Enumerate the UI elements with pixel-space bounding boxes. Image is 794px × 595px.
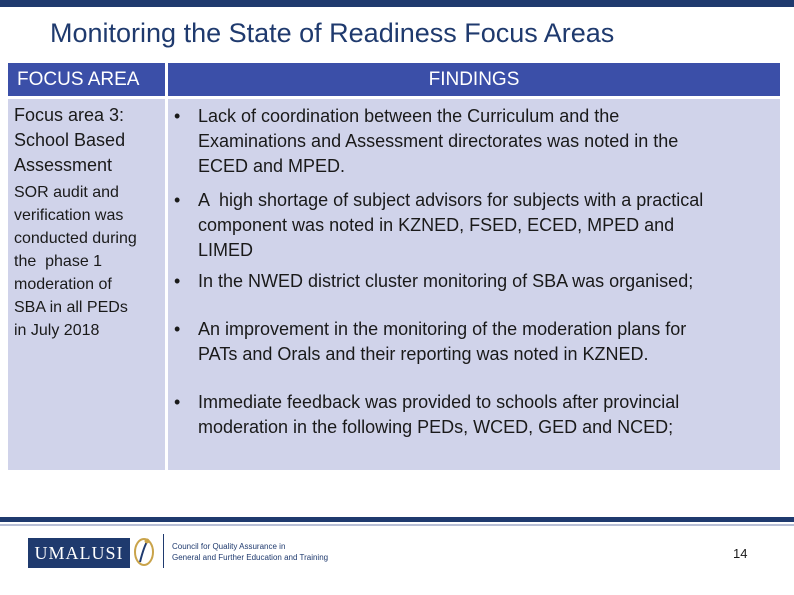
finding-item [174,317,774,367]
finding-line: In the NWED district cluster monitoring of SBA was organised; [198,271,694,291]
finding-item [174,390,774,440]
page-title: Monitoring the State of Readiness Focus Areas [50,18,615,48]
umalusi-emblem-icon [132,532,156,570]
finding-line: Examinations and Assessment directorates was noted in the [198,131,679,151]
bullet-icon: • [174,190,181,210]
tagline-line: Council for Quality Assurance in [172,542,286,551]
focus-heading-line: Focus area 3: [14,105,125,125]
findings-cell [168,99,780,470]
page-number: 14 [733,546,748,561]
finding-item [174,104,774,179]
bullet-icon: • [174,319,181,339]
header-focus-area: FOCUS AREA [8,63,165,96]
finding-line: Lack of coordination between the Curriculum and the [198,106,620,126]
focus-body-line: the phase 1 [14,253,103,270]
focus-body-line: SOR audit and [14,184,119,201]
focus-body-line: moderation of [14,276,112,293]
top-accent-bar [0,0,794,7]
finding-line: moderation in the following PEDs, WCED, GED and NCED; [198,417,674,437]
header-findings: FINDINGS [168,63,780,96]
finding-line: A high shortage of subject advisors for subjects with a practical [198,190,704,210]
focus-body-line: verification was [14,207,124,224]
footer-rule-thin [0,524,794,526]
focus-heading-line: School Based [14,130,126,150]
footer-divider [163,534,164,568]
tagline-line: General and Further Education and Training [172,553,329,562]
focus-body-line: in July 2018 [14,322,100,339]
footer-rule [0,517,794,522]
finding-line: PATs and Orals and their reporting was noted in KZNED. [198,344,649,364]
focus-area-description [14,181,162,342]
finding-item [174,269,774,294]
focus-area-heading [14,103,162,178]
focus-body-line: SBA in all PEDs [14,299,128,316]
finding-line: An improvement in the monitoring of the moderation plans for [198,319,687,339]
footer-tagline [172,541,328,563]
focus-area-cell [8,99,165,470]
finding-line: Immediate feedback was provided to schools after provincial [198,392,680,412]
finding-line: component was noted in KZNED, FSED, ECED, MPED and [198,215,675,235]
focus-body-line: conducted during [14,230,137,247]
finding-item [174,188,774,263]
findings-table [8,63,780,470]
umalusi-logo: UMALUSI [28,538,130,568]
bullet-icon: • [174,392,181,412]
bullet-icon: • [174,106,181,126]
bullet-icon: • [174,271,181,291]
focus-heading-line: Assessment [14,155,113,175]
finding-line: ECED and MPED. [198,156,346,176]
finding-line: LIMED [198,240,254,260]
